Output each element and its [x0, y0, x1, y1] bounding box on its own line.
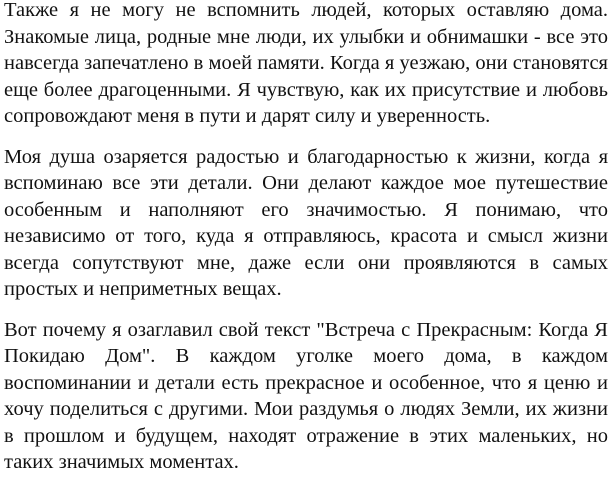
paragraph-1: Также я не могу не вспомнить людей, которых оставляю дома. Знакомые лица, родные мне люди, их улыбки и обнимашки - все это навсегда запечатлено в моей памяти. Когда я уезжаю, они становятся еще более драгоценными. Я чувствую, как их присутствие и любовь сопровождают меня в пути и дарят силу и уверенность. — [4, 0, 608, 127]
document-body — [4, 0, 608, 476]
paragraph-3: Вот почему я озаглавил свой текст "Встреча с Прекрасным: Когда Я Покидаю Дом". В каждом уголке моего дома, в каждом воспоминании и детали есть прекрасное и особенное, что я ценю и хочу поделиться с другими. Мои раздумья о людях Земли, их жизни в прошлом и будущем, находят отражение в этих маленьких, но таких значимых моментах. — [4, 318, 608, 473]
paragraph-2: Моя душа озаряется радостью и благодарностью к жизни, когда я вспоминаю все эти детали. Они делают каждое мое путешествие особенным и наполняют его значимостью. Я понимаю, что независимо от того, куда я отправляюсь, красота и смысл жизни всегда сопутствуют мне, даже если они проявляются в самых простых и неприметных вещах. — [4, 145, 608, 300]
